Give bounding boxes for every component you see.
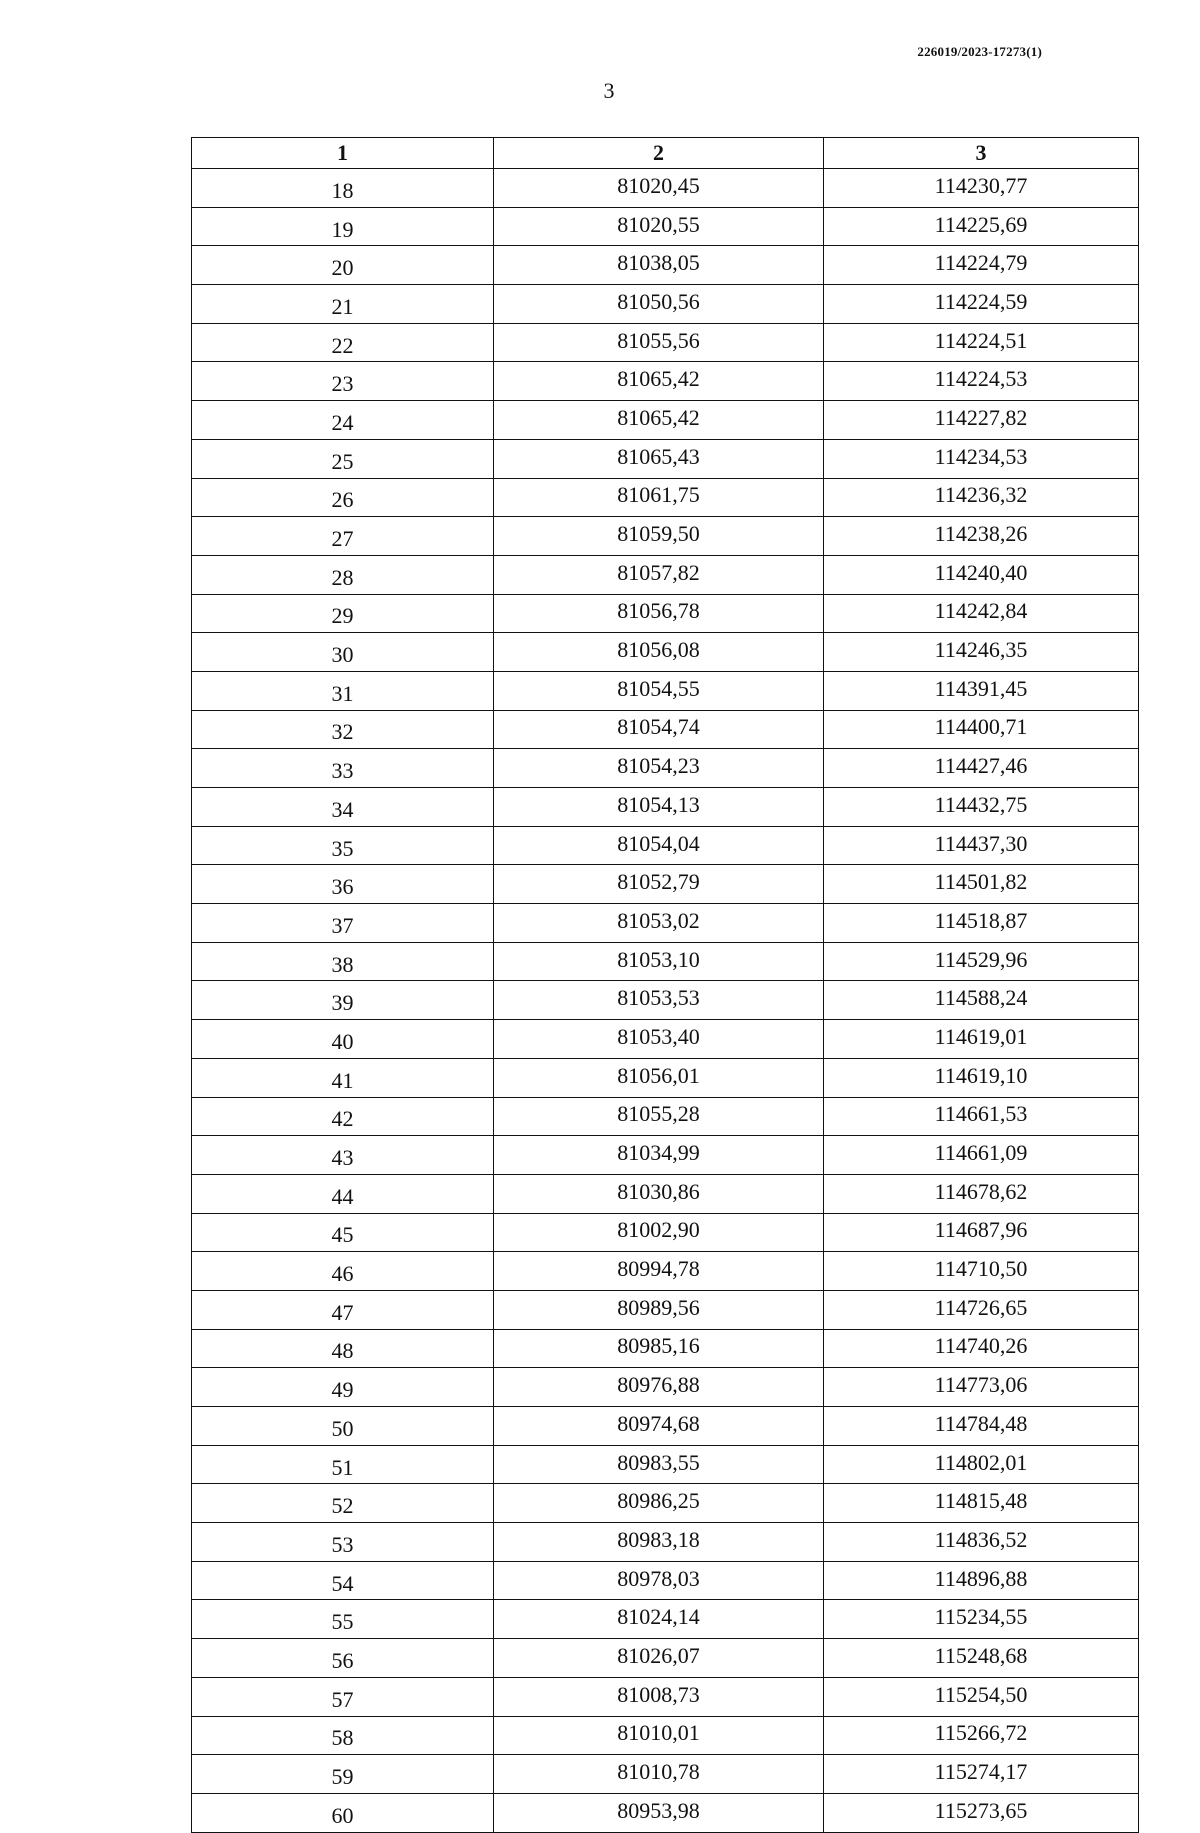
table-row: [192, 401, 1139, 440]
point-number-cell: 54: [192, 1561, 494, 1600]
coordinate-y-cell: 114802,01: [824, 1445, 1139, 1484]
coordinate-x-cell: 81020,55: [494, 207, 824, 246]
table-body: [192, 169, 1139, 1833]
coordinate-y-cell: 115234,55: [824, 1600, 1139, 1639]
coordinate-y-cell: 114710,50: [824, 1252, 1139, 1291]
table-row: [192, 1252, 1139, 1291]
table-row: [192, 1174, 1139, 1213]
point-number-cell: 50: [192, 1407, 494, 1446]
coordinate-y-cell: 114224,79: [824, 246, 1139, 285]
coordinate-y-cell: 114896,88: [824, 1561, 1139, 1600]
point-number-cell: 37: [192, 904, 494, 943]
coordinate-y-cell: 115273,65: [824, 1793, 1139, 1832]
coordinate-x-cell: 81057,82: [494, 555, 824, 594]
point-number-cell: 34: [192, 788, 494, 827]
table-row: [192, 788, 1139, 827]
point-number-cell: 23: [192, 362, 494, 401]
table-row: [192, 671, 1139, 710]
coordinate-y-cell: 114588,24: [824, 981, 1139, 1020]
coordinate-x-cell: 81052,79: [494, 865, 824, 904]
table-row: [192, 1639, 1139, 1678]
point-number-cell: 35: [192, 826, 494, 865]
point-number-cell: 58: [192, 1716, 494, 1755]
table-row: [192, 1600, 1139, 1639]
coordinate-x-cell: 81050,56: [494, 285, 824, 324]
table-row: [192, 749, 1139, 788]
table-row: [192, 1097, 1139, 1136]
coordinate-y-cell: 114661,53: [824, 1097, 1139, 1136]
point-number-cell: 41: [192, 1058, 494, 1097]
coordinate-x-cell: 81054,74: [494, 710, 824, 749]
coordinate-y-cell: 114619,10: [824, 1058, 1139, 1097]
point-number-cell: 57: [192, 1677, 494, 1716]
table-row: [192, 633, 1139, 672]
point-number-cell: 47: [192, 1290, 494, 1329]
coordinate-x-cell: 81026,07: [494, 1639, 824, 1678]
point-number-cell: 39: [192, 981, 494, 1020]
table-row: [192, 478, 1139, 517]
coordinate-y-cell: 114238,26: [824, 517, 1139, 556]
coordinate-y-cell: 114224,59: [824, 285, 1139, 324]
table-row: [192, 285, 1139, 324]
coordinate-x-cell: 81053,40: [494, 1020, 824, 1059]
table-row: [192, 1213, 1139, 1252]
coordinate-x-cell: 81010,01: [494, 1716, 824, 1755]
coordinate-x-cell: 81061,75: [494, 478, 824, 517]
table-row: [192, 1716, 1139, 1755]
coordinate-x-cell: 80983,18: [494, 1523, 824, 1562]
coordinate-x-cell: 81024,14: [494, 1600, 824, 1639]
point-number-cell: 36: [192, 865, 494, 904]
coordinate-x-cell: 80974,68: [494, 1407, 824, 1446]
table-row: [192, 981, 1139, 1020]
coordinate-y-cell: 114225,69: [824, 207, 1139, 246]
coordinate-x-cell: 81065,43: [494, 439, 824, 478]
table-row: [192, 1561, 1139, 1600]
column-header-1: 1: [192, 138, 494, 169]
coordinate-y-cell: 114224,53: [824, 362, 1139, 401]
table-row: [192, 594, 1139, 633]
document-number: 226019/2023-17273(1): [917, 44, 1042, 59]
coordinate-y-cell: 115266,72: [824, 1716, 1139, 1755]
table-row: [192, 323, 1139, 362]
coordinate-x-cell: 81034,99: [494, 1136, 824, 1175]
coordinate-y-cell: 114678,62: [824, 1174, 1139, 1213]
coordinate-y-cell: 114501,82: [824, 865, 1139, 904]
coordinate-y-cell: 114400,71: [824, 710, 1139, 749]
coordinate-x-cell: 81065,42: [494, 401, 824, 440]
coordinate-y-cell: 114687,96: [824, 1213, 1139, 1252]
column-header-2: 2: [494, 138, 824, 169]
coordinate-x-cell: 80983,55: [494, 1445, 824, 1484]
coordinate-x-cell: 80986,25: [494, 1484, 824, 1523]
table-row: [192, 942, 1139, 981]
table-row: [192, 1368, 1139, 1407]
coordinate-y-cell: 114230,77: [824, 169, 1139, 208]
coordinate-x-cell: 80953,98: [494, 1793, 824, 1832]
point-number-cell: 52: [192, 1484, 494, 1523]
coordinate-x-cell: 81055,56: [494, 323, 824, 362]
point-number-cell: 31: [192, 671, 494, 710]
table-row: [192, 517, 1139, 556]
table-row: [192, 865, 1139, 904]
coordinate-y-cell: 114740,26: [824, 1329, 1139, 1368]
coordinate-y-cell: 114518,87: [824, 904, 1139, 943]
coordinate-x-cell: 81054,04: [494, 826, 824, 865]
point-number-cell: 32: [192, 710, 494, 749]
table-row: [192, 1407, 1139, 1446]
coordinate-y-cell: 115274,17: [824, 1755, 1139, 1794]
coordinate-x-cell: 81053,10: [494, 942, 824, 981]
coordinate-x-cell: 81054,13: [494, 788, 824, 827]
point-number-cell: 24: [192, 401, 494, 440]
point-number-cell: 42: [192, 1097, 494, 1136]
point-number-cell: 60: [192, 1793, 494, 1832]
coordinate-y-cell: 114236,32: [824, 478, 1139, 517]
table-header-row: [192, 138, 1139, 169]
coordinate-y-cell: 114619,01: [824, 1020, 1139, 1059]
point-number-cell: 49: [192, 1368, 494, 1407]
point-number-cell: 28: [192, 555, 494, 594]
coordinates-table: [191, 137, 1139, 1833]
coordinate-x-cell: 80978,03: [494, 1561, 824, 1600]
table-row: [192, 1445, 1139, 1484]
point-number-cell: 40: [192, 1020, 494, 1059]
point-number-cell: 30: [192, 633, 494, 672]
table-row: [192, 1329, 1139, 1368]
coordinate-y-cell: 114529,96: [824, 942, 1139, 981]
coordinate-y-cell: 114661,09: [824, 1136, 1139, 1175]
coordinate-x-cell: 81059,50: [494, 517, 824, 556]
coordinate-y-cell: 114773,06: [824, 1368, 1139, 1407]
coordinate-y-cell: 114784,48: [824, 1407, 1139, 1446]
table-row: [192, 1058, 1139, 1097]
table-row: [192, 169, 1139, 208]
coordinate-x-cell: 81056,08: [494, 633, 824, 672]
point-number-cell: 27: [192, 517, 494, 556]
coordinate-y-cell: 114227,82: [824, 401, 1139, 440]
coordinate-y-cell: 114234,53: [824, 439, 1139, 478]
table-row: [192, 1484, 1139, 1523]
coordinate-x-cell: 81020,45: [494, 169, 824, 208]
coordinate-y-cell: 115248,68: [824, 1639, 1139, 1678]
point-number-cell: 43: [192, 1136, 494, 1175]
table-row: [192, 1523, 1139, 1562]
table-row: [192, 1755, 1139, 1794]
table-row: [192, 1020, 1139, 1059]
table-row: [192, 246, 1139, 285]
point-number-cell: 25: [192, 439, 494, 478]
coordinate-x-cell: 81053,02: [494, 904, 824, 943]
point-number-cell: 59: [192, 1755, 494, 1794]
coordinate-x-cell: 80985,16: [494, 1329, 824, 1368]
coordinate-x-cell: 81010,78: [494, 1755, 824, 1794]
point-number-cell: 29: [192, 594, 494, 633]
coordinate-y-cell: 114246,35: [824, 633, 1139, 672]
point-number-cell: 48: [192, 1329, 494, 1368]
point-number-cell: 46: [192, 1252, 494, 1291]
coordinate-x-cell: 81056,01: [494, 1058, 824, 1097]
table-row: [192, 1677, 1139, 1716]
coordinate-y-cell: 114836,52: [824, 1523, 1139, 1562]
point-number-cell: 38: [192, 942, 494, 981]
coordinate-y-cell: 114391,45: [824, 671, 1139, 710]
point-number-cell: 44: [192, 1174, 494, 1213]
table-row: [192, 1136, 1139, 1175]
coordinate-y-cell: 114427,46: [824, 749, 1139, 788]
table-row: [192, 555, 1139, 594]
table-row: [192, 904, 1139, 943]
table-row: [192, 1290, 1139, 1329]
point-number-cell: 26: [192, 478, 494, 517]
coordinate-y-cell: 114242,84: [824, 594, 1139, 633]
coordinate-x-cell: 81030,86: [494, 1174, 824, 1213]
table-row: [192, 362, 1139, 401]
coordinate-x-cell: 81065,42: [494, 362, 824, 401]
coordinate-x-cell: 81008,73: [494, 1677, 824, 1716]
column-header-3: 3: [824, 138, 1139, 169]
table-row: [192, 826, 1139, 865]
point-number-cell: 51: [192, 1445, 494, 1484]
point-number-cell: 21: [192, 285, 494, 324]
coordinate-x-cell: 81055,28: [494, 1097, 824, 1136]
point-number-cell: 20: [192, 246, 494, 285]
coordinate-x-cell: 80994,78: [494, 1252, 824, 1291]
coordinate-x-cell: 81054,55: [494, 671, 824, 710]
table-row: [192, 439, 1139, 478]
point-number-cell: 18: [192, 169, 494, 208]
point-number-cell: 55: [192, 1600, 494, 1639]
coordinate-y-cell: 114815,48: [824, 1484, 1139, 1523]
coordinate-y-cell: 114224,51: [824, 323, 1139, 362]
point-number-cell: 22: [192, 323, 494, 362]
point-number-cell: 53: [192, 1523, 494, 1562]
point-number-cell: 33: [192, 749, 494, 788]
table-row: [192, 207, 1139, 246]
point-number-cell: 56: [192, 1639, 494, 1678]
coordinate-x-cell: 81056,78: [494, 594, 824, 633]
coordinate-y-cell: 114437,30: [824, 826, 1139, 865]
coordinate-x-cell: 80976,88: [494, 1368, 824, 1407]
coordinate-x-cell: 81038,05: [494, 246, 824, 285]
coordinate-x-cell: 81054,23: [494, 749, 824, 788]
point-number-cell: 19: [192, 207, 494, 246]
table-row: [192, 710, 1139, 749]
page-number: 3: [603, 78, 615, 103]
coordinate-y-cell: 114240,40: [824, 555, 1139, 594]
coordinate-y-cell: 115254,50: [824, 1677, 1139, 1716]
coordinate-x-cell: 80989,56: [494, 1290, 824, 1329]
table-row: [192, 1793, 1139, 1832]
coordinate-y-cell: 114726,65: [824, 1290, 1139, 1329]
coordinate-y-cell: 114432,75: [824, 788, 1139, 827]
coordinate-x-cell: 81053,53: [494, 981, 824, 1020]
coordinate-x-cell: 81002,90: [494, 1213, 824, 1252]
point-number-cell: 45: [192, 1213, 494, 1252]
